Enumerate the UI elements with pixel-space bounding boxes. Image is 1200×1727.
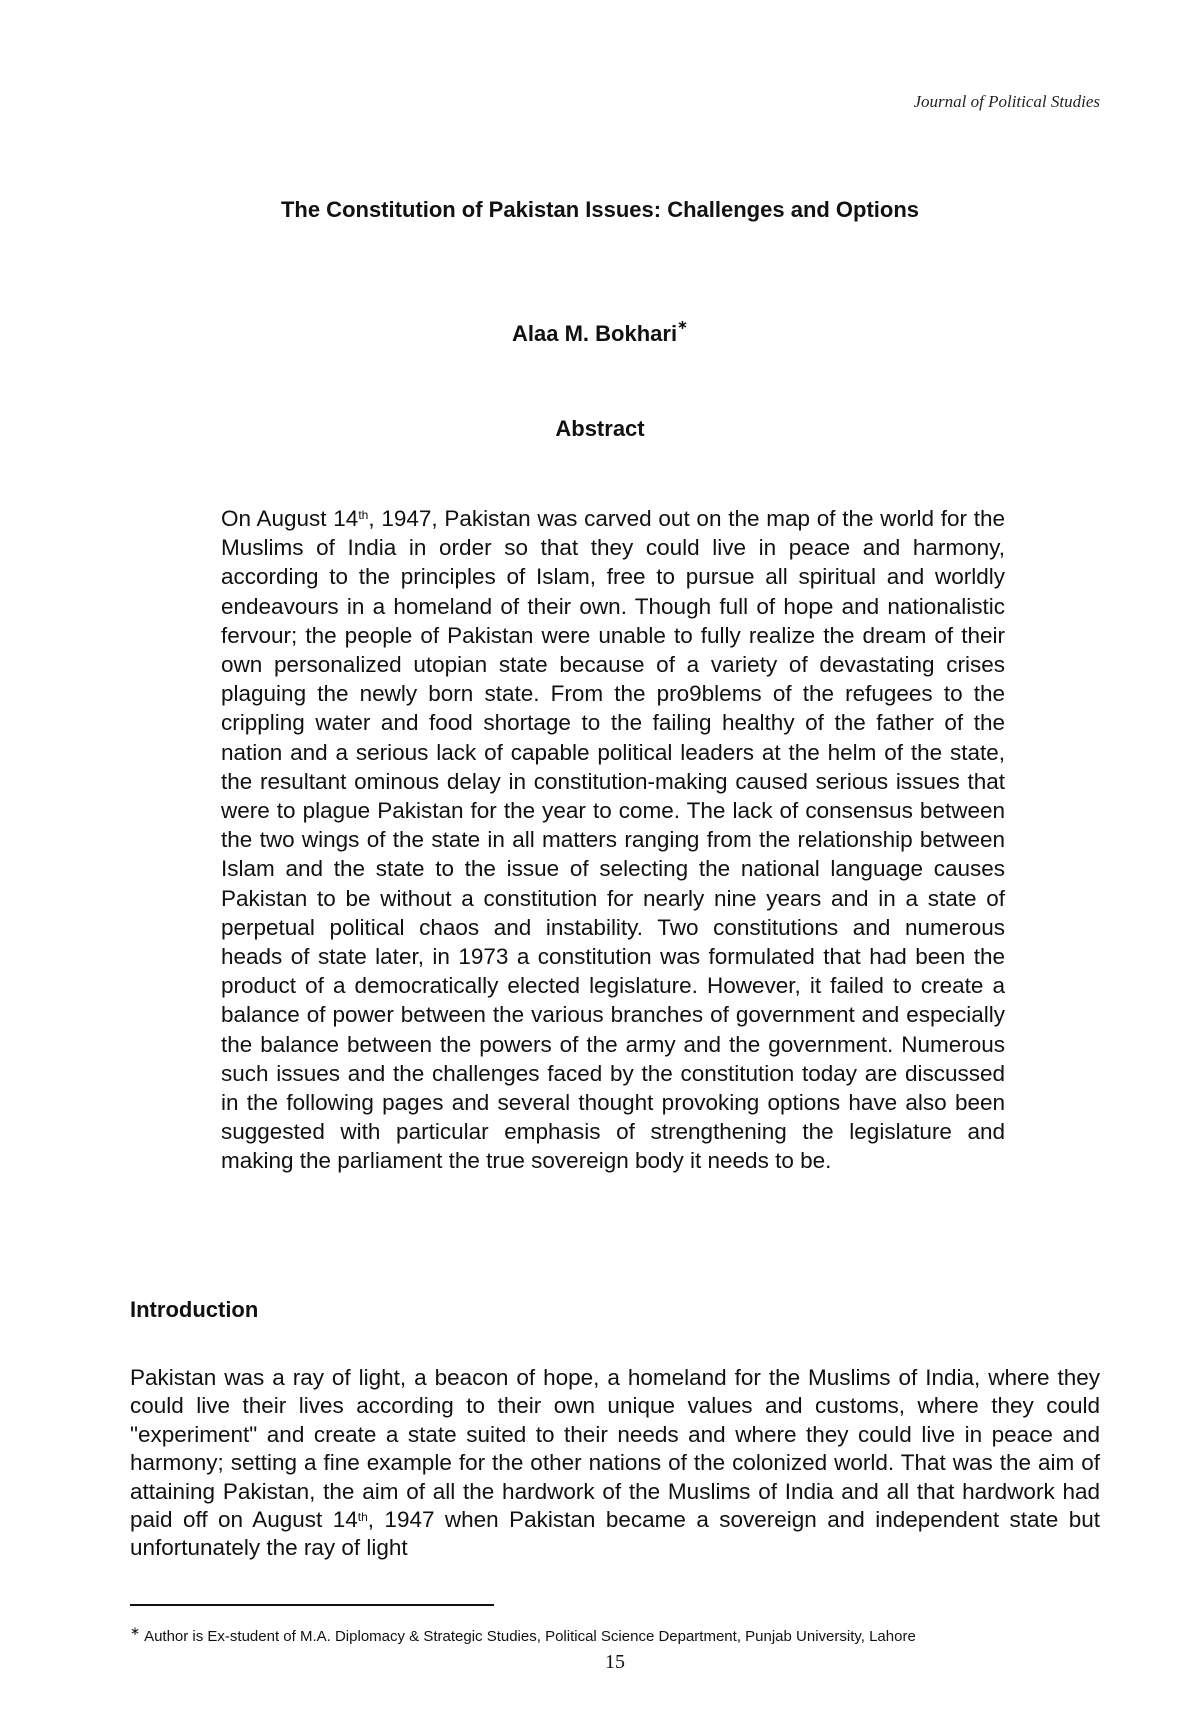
abstract-heading: Abstract — [555, 416, 645, 441]
abstract-text-start: On August 14 — [221, 506, 359, 531]
author-line — [130, 317, 1070, 347]
abstract-ordinal-suffix: th — [358, 508, 369, 522]
introduction-text-start: Pakistan was a ray of light, a beacon of hope, a homeland for the Muslims of India, where they could live their lives according to their own unique values and customs, where they could "experiment" and create a state suited to their needs and where they could live in peace and harmony; setting a fine example for the other nations of the colonized world. That was the aim of attaining Pakistan, the aim of all the hardwork of the Muslims of India and all that hardwork had paid off on August 14 — [130, 1365, 1100, 1533]
abstract-body — [221, 504, 1005, 1176]
introduction-text-rest: , 1947 when Pakistan became a sovereign and independent state but unfortunately the ray of light — [130, 1507, 1101, 1561]
article-title: The Constitution of Pakistan Issues: Challenges and Options — [280, 197, 920, 222]
page-number: 15 — [605, 1651, 625, 1673]
introduction-ordinal-suffix: th — [357, 1510, 368, 1525]
footnote-marker: ∗ — [130, 1624, 141, 1638]
author-name: Alaa M. Bokhari — [512, 321, 678, 346]
introduction-heading: Introduction — [130, 1297, 259, 1322]
footnote-divider — [130, 1604, 494, 1606]
abstract-text-rest: , 1947, Pakistan was carved out on the map of the world for the Muslims of India in order so that they could live in peace and harmony, according to the principles of Islam, free to pursue all spiritual and worldly endeavours in a homeland of their own. Though full of hope and nationalistic fervour; the people of Pakistan were unable to fully realize the dream of their own personalized utopian state because of a variety of devastating crises plaguing the newly born state. From the pro9blems of the refugees to the crippling water and food shortage to the failing healthy of the father of the nation and a serious lack of capable political leaders at the helm of the state, the resultant ominous delay in constitution-making caused serious issues that were to plague Pakistan for the year to come. The lack of consensus between the two wings of the state in all matters ranging from the relationship between Islam and the state to the issue of selecting the national language causes Pakistan to be without a constitution for nearly nine years and in a state of perpetual political chaos and instability. Two constitutions and numerous heads of state later, in 1973 a constitution was formulated that had been the product of a democratically elected legislature. However, it failed to create a balance of power between the various branches of government and especially the balance between the powers of the army and the government. Numerous such issues and the challenges faced by the constitution today are discussed in the following pages and several thought provoking options have also been suggested with particular emphasis of strengthening the legislature and making the parliament the true sovereign body it needs to be. — [221, 506, 1005, 1174]
footnote-text: Author is Ex-student of M.A. Diplomacy & Strategic Studies, Political Science Department, Punjab University, Lahore — [144, 1628, 916, 1645]
introduction-body — [130, 1364, 1100, 1563]
author-footnote-marker: ∗ — [677, 317, 688, 332]
footnote — [130, 1624, 1110, 1645]
running-head: Journal of Political Studies — [913, 92, 1100, 111]
